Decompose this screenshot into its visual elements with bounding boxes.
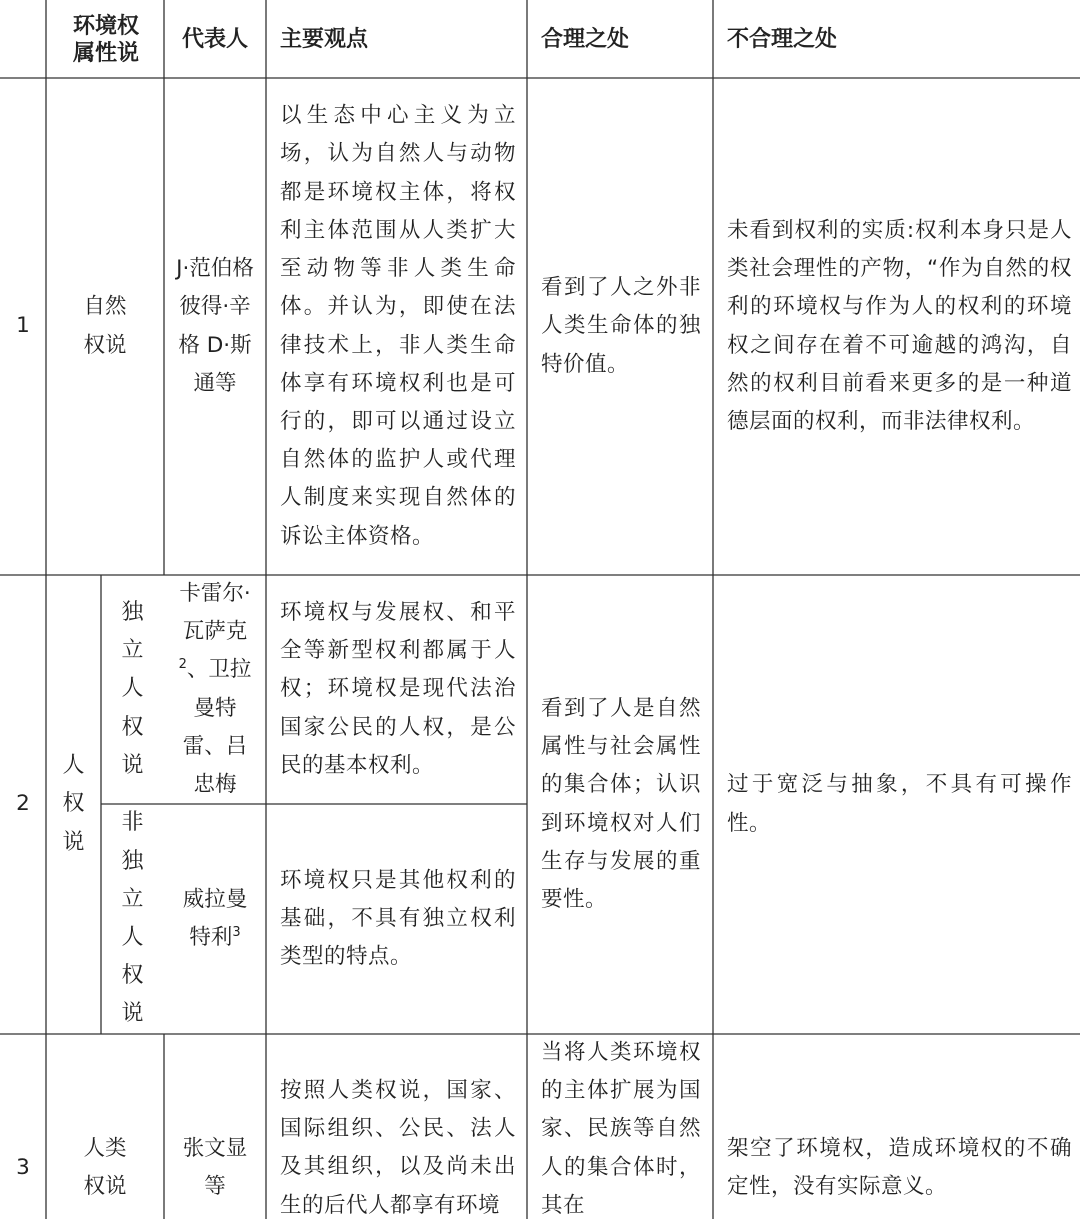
- row-1-representatives: J·范伯格 彼得·辛格 D·斯通等: [176, 256, 254, 396]
- row-2-number: 2: [16, 791, 30, 817]
- row-2a-representatives-text: 卡雷尔·瓦萨克$^2$、卫拉曼特雷、吕忠梅: [178, 580, 252, 797]
- row-2-merits: 看到了人是自然属性与社会属性的集合体；认识到环境权对人们生存与发展的重要性。: [541, 695, 701, 912]
- row-1-merits: 看到了人之外非人类生命体的独特价值。: [541, 275, 701, 377]
- header-merits: 合理之处: [541, 26, 630, 52]
- row-1-flaws: 未看到权利的实质:权利本身只是人类社会理性的产物，“作为自然的权利的环境权与作为人的权利的环境权之间存在着不可逾越的鸿沟，自然的权利目前看来更多的是一种道德层面的权利，而非法律权利。: [727, 217, 1072, 434]
- row-3-theory: 人类权说: [83, 1135, 127, 1199]
- row-2a-representatives: [176, 575, 254, 804]
- footnote-ref-2: 2: [178, 657, 187, 673]
- row-3-representatives: 张文显等: [182, 1135, 248, 1199]
- footnote-ref-3: 3: [232, 924, 241, 940]
- header-flaws: 不合理之处: [727, 26, 838, 52]
- row-1-theory: 自然权说: [83, 294, 127, 358]
- header-representatives: 代表人: [181, 26, 248, 52]
- row-3-flaws: 架空了环境权，造成环境权的不确定性，没有实际意义。: [727, 1135, 1072, 1199]
- row-1-number: 1: [16, 313, 30, 339]
- row-3-merits: 当将人类环境权的主体扩展为国家、民族等自然人的集合体时，其在: [541, 1040, 701, 1218]
- row-2b-subtheory: 非独立人权说: [121, 810, 144, 1027]
- row-2b-representatives-text: 威拉曼特利$^3$: [182, 886, 248, 950]
- row-2a-subtheory: 独立人权说: [121, 599, 144, 778]
- row-2a-viewpoint: 环境权与发展权、和平全等新型权利都属于人权；环境权是现代法治国家公民的人权，是公民的基本权利。: [280, 599, 516, 778]
- row-1-viewpoint: 以生态中心主义为立场，认为自然人与动物都是环境权主体，将权利主体范围从人类扩大至动物等非人类生命体。并认为，即使在法律技术上，非人类生命体享有环境权利也是可行的，即可以通过设立自然体的监护人或代理人制度来实现自然体的诉讼主体资格。: [280, 103, 516, 549]
- header-viewpoint: 主要观点: [280, 26, 369, 52]
- row-2-flaws: 过于宽泛与抽象，不具有可操作性。: [727, 772, 1072, 836]
- row-3-number: 3: [16, 1154, 30, 1180]
- row-2-theory: 人权说: [62, 753, 85, 855]
- row-3-viewpoint: 按照人类权说，国家、国际组织、公民、法人及其组织，以及尚未出生的后代人都享有环境: [280, 1078, 516, 1218]
- row-2b-viewpoint: 环境权只是其他权利的基础，不具有独立权利类型的特点。: [280, 867, 516, 970]
- row-2b-representatives: [176, 804, 254, 1034]
- header-theory: 环境权属性说: [72, 14, 139, 66]
